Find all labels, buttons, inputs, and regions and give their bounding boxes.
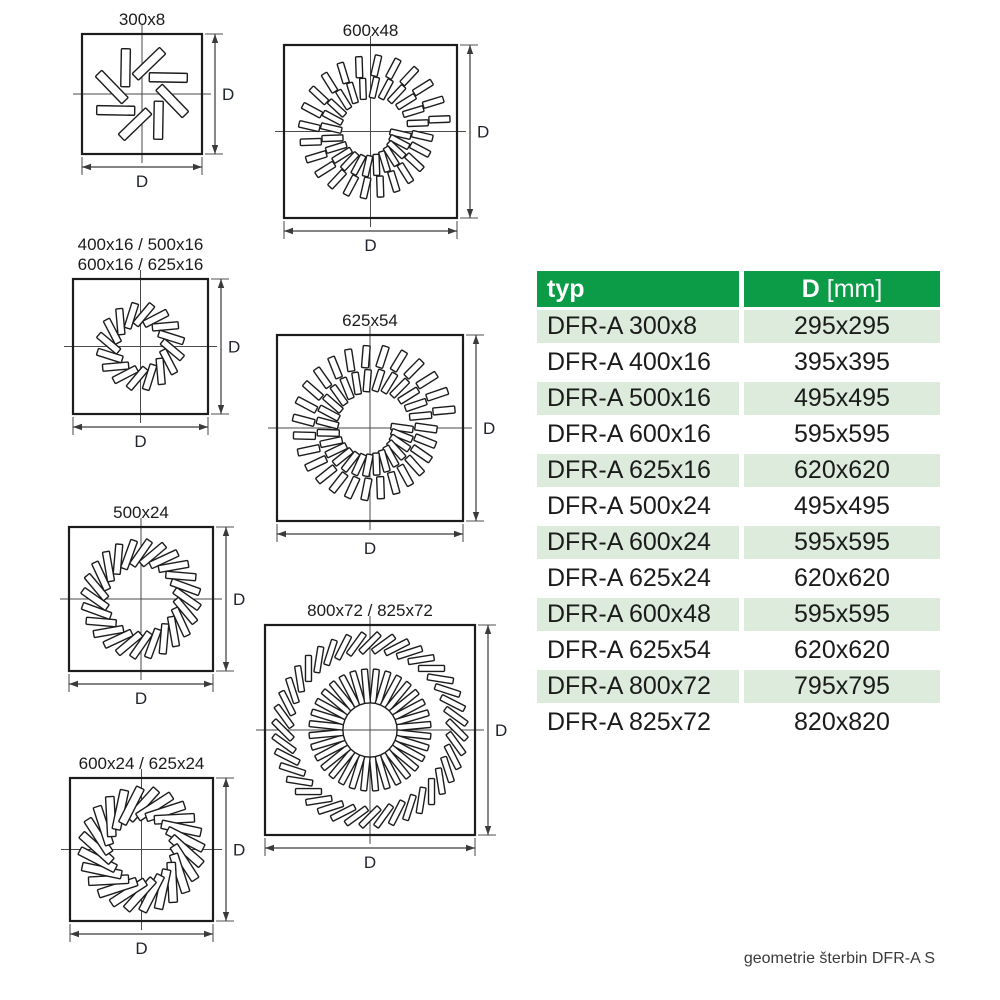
air-slot xyxy=(435,768,445,795)
cell-typ: DFR-A 825x72 xyxy=(537,706,739,739)
dimension-arrowhead xyxy=(69,681,78,687)
air-slot xyxy=(386,58,402,80)
air-slot xyxy=(337,62,349,84)
air-slot xyxy=(274,748,300,765)
dimension-label-d: D xyxy=(233,590,246,609)
air-slot xyxy=(434,684,461,698)
cell-dimension: 620x620 xyxy=(744,562,940,595)
dimension-arrowhead xyxy=(223,662,229,671)
table-row xyxy=(537,526,940,559)
diffuser-diagram-500x24 xyxy=(60,503,245,708)
air-slot xyxy=(305,456,328,472)
cell-typ: DFR-A 400x16 xyxy=(537,346,739,379)
air-slot xyxy=(279,763,306,777)
dimension-arrowhead xyxy=(70,931,79,937)
air-slot xyxy=(315,161,336,178)
air-slot xyxy=(316,465,338,484)
air-slot xyxy=(97,106,135,116)
air-slot xyxy=(356,57,363,78)
air-slot xyxy=(390,350,407,372)
diagram-title: 625x54 xyxy=(342,311,398,330)
dimension-label-d: D xyxy=(135,939,148,958)
air-slot xyxy=(335,634,352,660)
dimension-arrowhead xyxy=(223,912,229,921)
cell-typ: DFR-A 500x24 xyxy=(537,490,739,523)
air-slot xyxy=(409,412,432,421)
air-slot xyxy=(400,66,419,86)
dimension-arrowhead xyxy=(218,279,224,288)
air-slot xyxy=(113,544,123,574)
air-slot xyxy=(419,665,445,671)
air-slot xyxy=(286,776,313,786)
dimension-label-d: D xyxy=(135,172,149,191)
dimension-arrowhead xyxy=(204,681,213,687)
table-header-d-symbol: D xyxy=(801,274,820,303)
caption: geometrie šterbin DFR-A S xyxy=(743,950,935,967)
cell-dimension: 795x795 xyxy=(744,670,940,703)
air-slot xyxy=(360,177,371,199)
dimension-arrowhead xyxy=(223,778,229,787)
cell-typ: DFR-A 800x72 xyxy=(537,670,739,703)
air-slot xyxy=(412,79,433,96)
cell-dimension: 820x820 xyxy=(744,706,940,739)
table-row xyxy=(537,490,940,523)
air-slot xyxy=(166,571,196,581)
dimension-arrowhead xyxy=(473,335,479,344)
air-slot xyxy=(302,381,323,401)
table-row xyxy=(537,346,940,379)
dimension-label-d: D xyxy=(134,432,147,451)
air-slot xyxy=(416,787,426,814)
dimension-label-d: D xyxy=(134,689,148,708)
diagram-title: 800x72 / 825x72 xyxy=(307,601,433,620)
air-slot xyxy=(295,397,318,414)
diffuser-diagram-400x16-625x16 xyxy=(64,235,240,451)
air-slot xyxy=(427,674,454,684)
air-slot xyxy=(314,646,324,673)
air-slot xyxy=(292,414,315,426)
dimension-label-d: D xyxy=(477,122,490,142)
dimension-label-d: D xyxy=(222,85,235,104)
table-row xyxy=(537,454,940,487)
air-slot xyxy=(328,356,343,379)
air-slot xyxy=(360,78,367,99)
air-slot xyxy=(377,477,385,499)
dimension-arrowhead xyxy=(82,164,91,170)
cell-dimension: 295x295 xyxy=(744,310,940,343)
air-slot xyxy=(102,362,129,371)
diagram-title: 500x24 xyxy=(113,503,169,522)
air-slot xyxy=(321,72,338,93)
air-slot xyxy=(440,695,466,712)
cell-typ: DFR-A 500x16 xyxy=(537,382,739,415)
diffuser-diagram-800x72-825x72 xyxy=(256,601,507,872)
table-body xyxy=(537,310,940,739)
air-slot xyxy=(377,176,384,197)
cell-typ: DFR-A 625x54 xyxy=(537,634,739,667)
air-slot xyxy=(324,639,338,666)
dimension-arrowhead xyxy=(204,931,213,937)
air-slot xyxy=(298,121,320,132)
dimension-arrowhead xyxy=(466,845,475,851)
air-slot xyxy=(352,372,362,395)
diagram-title: 600x24 / 625x24 xyxy=(78,754,205,773)
air-slot xyxy=(154,101,164,139)
cell-typ: DFR-A 600x24 xyxy=(537,526,739,559)
air-slot xyxy=(361,345,370,367)
air-slot xyxy=(411,131,433,142)
dimension-arrowhead xyxy=(212,145,218,154)
air-slot xyxy=(309,86,329,105)
air-slot xyxy=(86,617,116,627)
air-slot xyxy=(156,358,165,385)
dimension-label-d: D xyxy=(233,840,246,860)
air-slot xyxy=(376,345,389,368)
table-row xyxy=(537,418,940,451)
cell-typ: DFR-A 300x8 xyxy=(537,310,739,343)
air-slot xyxy=(404,153,424,172)
dimension-arrowhead xyxy=(454,531,463,537)
air-slot xyxy=(433,406,456,415)
diffuser-diagram-600x48 xyxy=(275,21,489,255)
dimension-arrowhead xyxy=(485,826,491,835)
air-slot xyxy=(317,429,339,436)
air-slot xyxy=(387,471,400,494)
dimension-arrowhead xyxy=(193,164,202,170)
air-slot xyxy=(416,371,438,389)
cell-dimension: 495x495 xyxy=(744,490,940,523)
air-slot xyxy=(322,135,343,142)
air-slot xyxy=(404,359,424,380)
air-slot xyxy=(363,369,371,391)
diagram-title: 600x48 xyxy=(342,21,399,40)
dimension-arrowhead xyxy=(277,531,286,537)
dimension-label-d: D xyxy=(495,721,508,740)
air-slot xyxy=(149,73,187,83)
air-slot xyxy=(408,655,435,665)
cell-typ: DFR-A 625x16 xyxy=(537,454,739,487)
cell-dimension: 620x620 xyxy=(744,634,940,667)
table-header-typ: typ xyxy=(537,271,739,307)
diffuser-diagram-600x24-625x24 xyxy=(61,754,245,958)
air-slot xyxy=(422,96,444,108)
diagram-title: 600x16 / 625x16 xyxy=(77,255,204,274)
diagram-title: 400x16 / 500x16 xyxy=(77,235,204,254)
air-slot xyxy=(328,169,347,189)
air-slot xyxy=(116,308,125,335)
dimension-arrowhead xyxy=(223,527,229,536)
air-slot xyxy=(295,789,321,795)
cell-dimension: 620x620 xyxy=(744,454,940,487)
table-header-d-unit: [mm] xyxy=(826,274,883,303)
air-slot xyxy=(159,624,169,654)
air-slot xyxy=(426,387,449,401)
air-slot xyxy=(429,116,450,123)
dimension-arrowhead xyxy=(467,45,473,54)
diffuser-diagram-625x54 xyxy=(268,311,495,558)
cell-dimension: 595x595 xyxy=(744,598,940,631)
dimension-arrowhead xyxy=(265,845,274,851)
dimension-label-d: D xyxy=(363,853,377,872)
air-slot xyxy=(429,779,435,805)
spec-table xyxy=(537,271,940,739)
air-slot xyxy=(343,175,359,197)
table-row xyxy=(537,598,940,631)
dimension-label-d: D xyxy=(363,539,377,558)
air-slot xyxy=(297,445,320,456)
dimension-label-d: D xyxy=(364,236,377,255)
dimension-arrowhead xyxy=(212,34,218,43)
cell-dimension: 395x395 xyxy=(744,346,940,379)
air-slot xyxy=(388,800,405,826)
dimension-arrowhead xyxy=(73,424,82,430)
table-row xyxy=(537,706,940,739)
table-header-row xyxy=(537,271,940,307)
air-slot xyxy=(373,154,380,175)
air-slot xyxy=(152,322,179,331)
dimension-arrowhead xyxy=(448,228,457,234)
dimension-label-d: D xyxy=(228,337,241,357)
air-slot xyxy=(300,138,321,145)
table-row xyxy=(537,310,940,343)
dimension-arrowhead xyxy=(485,625,491,634)
dimension-label-d: D xyxy=(483,419,496,438)
air-slot xyxy=(345,349,355,372)
diagram-title: 300x8 xyxy=(118,10,166,29)
air-slot xyxy=(313,367,331,389)
cell-typ: DFR-A 600x48 xyxy=(537,598,739,631)
dimension-arrowhead xyxy=(218,405,224,414)
table-row xyxy=(537,634,940,667)
cell-typ: DFR-A 625x24 xyxy=(537,562,739,595)
air-slot xyxy=(403,794,417,821)
cell-dimension: 595x595 xyxy=(744,526,940,559)
cell-dimension: 595x595 xyxy=(744,418,940,451)
table-header-d xyxy=(744,271,940,307)
cell-dimension: 495x495 xyxy=(744,382,940,415)
air-slot xyxy=(373,453,380,475)
air-slot xyxy=(388,170,400,192)
table-row xyxy=(537,670,940,703)
dimension-arrowhead xyxy=(199,424,208,430)
air-slot xyxy=(301,102,323,118)
air-slot xyxy=(344,476,360,499)
air-slot xyxy=(415,423,438,433)
air-slot xyxy=(305,151,327,163)
air-slot xyxy=(305,655,311,681)
air-slot xyxy=(407,120,428,127)
air-slot xyxy=(295,666,305,693)
air-slot xyxy=(371,55,382,77)
diffuser-diagram-300x8 xyxy=(73,10,234,191)
air-slot xyxy=(121,49,131,87)
air-slot xyxy=(306,795,333,805)
air-slot xyxy=(293,432,315,440)
cell-typ: DFR-A 600x16 xyxy=(537,418,739,451)
air-slot xyxy=(402,106,424,118)
table-row xyxy=(537,382,940,415)
dimension-arrowhead xyxy=(284,228,293,234)
table-row xyxy=(537,562,940,595)
dimension-arrowhead xyxy=(467,209,473,218)
dimension-arrowhead xyxy=(473,512,479,521)
air-slot xyxy=(409,142,431,158)
air-slot xyxy=(397,163,414,184)
